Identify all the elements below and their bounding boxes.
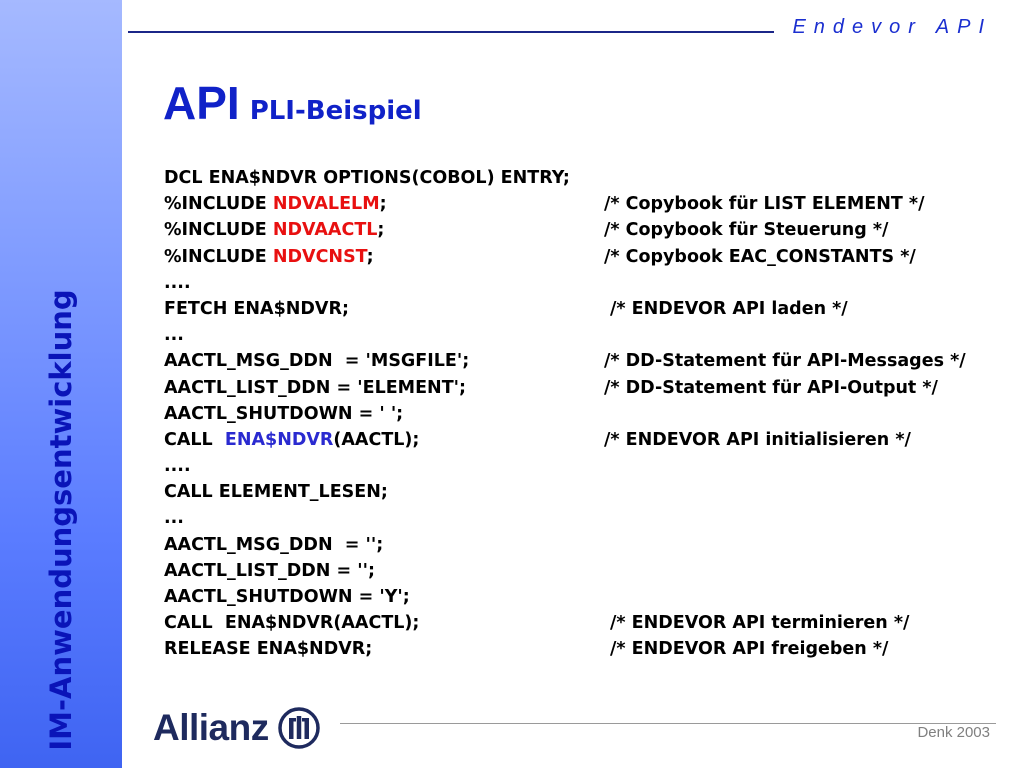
header-rule xyxy=(128,31,774,33)
code-line: CALL ENA$NDVR(AACTL); /* ENDEVOR API initialisieren */ xyxy=(164,427,1004,453)
highlight-copybook: NDVAACTL xyxy=(272,220,378,241)
code-line: .... xyxy=(164,272,191,293)
sidebar-label: IM-Anwendungsentwicklung xyxy=(44,289,78,751)
code-comment: /* DD-Statement für API-Messages */ xyxy=(604,351,966,372)
code-line: CALL ENA$NDVR(AACTL); /* ENDEVOR API terminieren */ xyxy=(164,610,1004,636)
slide-title-main: API xyxy=(163,77,240,129)
code-comment: /* Copybook für Steuerung */ xyxy=(604,220,889,241)
allianz-logo xyxy=(153,706,321,750)
slide-title-sub: PLI-Beispiel xyxy=(249,96,422,126)
footer-rule xyxy=(340,723,996,724)
code-line: %INCLUDE NDVCNST; /* Copybook EAC_CONSTANTS */ xyxy=(164,244,1004,270)
header-title: Endevor API xyxy=(792,16,992,38)
code-line: AACTL_SHUTDOWN = 'Y'; xyxy=(164,587,410,607)
sidebar-band xyxy=(0,0,122,768)
code-comment: /* ENDEVOR API initialisieren */ xyxy=(604,429,911,450)
code-line: %INCLUDE NDVAACTL; /* Copybook für Steuerung */ xyxy=(164,217,1004,243)
code-comment: /* ENDEVOR API laden */ xyxy=(610,298,848,319)
code-comment: /* Copybook EAC_CONSTANTS */ xyxy=(604,246,916,267)
code-line: .... xyxy=(164,456,191,477)
code-comment: /* ENDEVOR API terminieren */ xyxy=(610,613,910,634)
code-line: AACTL_MSG_DDN = 'MSGFILE'; /* DD-Statement für API-Messages */ xyxy=(164,348,1004,374)
code-line: %INCLUDE NDVALELM; /* Copybook für LIST ELEMENT */ xyxy=(164,191,1004,217)
code-line: ... xyxy=(164,325,184,346)
code-line: RELEASE ENA$NDVR; /* ENDEVOR API freigeben */ xyxy=(164,636,1004,662)
code-comment: /* DD-Statement für API-Output */ xyxy=(604,377,938,398)
highlight-copybook: NDVALELM xyxy=(272,194,380,215)
highlight-copybook: NDVCNST xyxy=(272,246,367,267)
slide-title xyxy=(163,76,422,130)
code-line: ... xyxy=(164,508,184,529)
footer-credit: Denk 2003 xyxy=(917,724,990,741)
logo-wordmark: Allianz xyxy=(153,707,269,748)
code-line: DCL ENA$NDVR OPTIONS(COBOL) ENTRY; xyxy=(164,168,570,188)
code-block xyxy=(164,165,1004,663)
code-line: CALL ELEMENT_LESEN; xyxy=(164,482,388,503)
code-line: AACTL_LIST_DDN = 'ELEMENT'; /* DD-Statement für API-Output */ xyxy=(164,375,1004,401)
code-line: FETCH ENA$NDVR; /* ENDEVOR API laden */ xyxy=(164,296,1004,322)
code-comment: /* ENDEVOR API freigeben */ xyxy=(610,639,889,660)
allianz-eagle-icon xyxy=(277,706,321,750)
code-comment: /* Copybook für LIST ELEMENT */ xyxy=(604,194,925,215)
code-line: AACTL_LIST_DDN = ''; xyxy=(164,560,375,581)
code-line: AACTL_MSG_DDN = ''; xyxy=(164,534,384,555)
highlight-entry: ENA$NDVR xyxy=(224,429,334,450)
code-line: AACTL_SHUTDOWN = ' '; xyxy=(164,403,404,424)
